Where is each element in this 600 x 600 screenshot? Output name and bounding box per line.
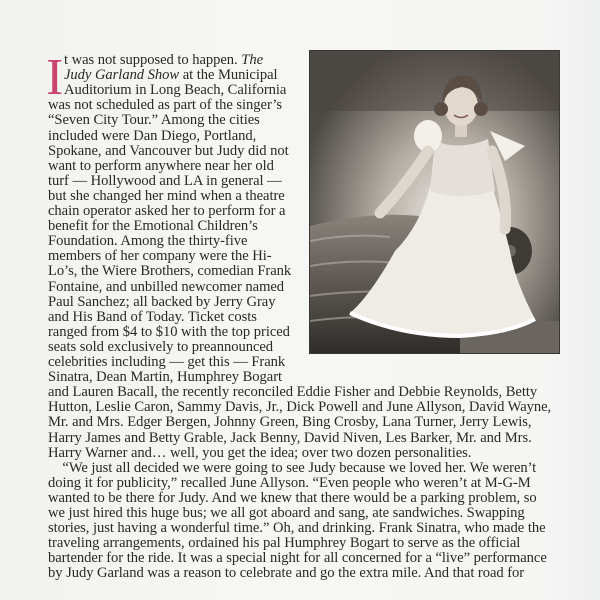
text-run: stories, just having a wonderful time.” Oh, and drinking. Frank Sinatra, who made the — [48, 520, 546, 537]
text-run: doing it for publicity,” recalled June Allyson. “Even people who weren’t at M-G-M — [48, 474, 531, 491]
text-run: Foundation. Among the thirty-five — [48, 233, 248, 250]
text-run: Spokane, and Vancouver but Judy did not — [48, 142, 289, 159]
text-line — [48, 204, 285, 219]
text-line — [48, 355, 285, 370]
text-run: members of her company were the Hi- — [48, 248, 272, 265]
text-line — [48, 264, 291, 279]
text-run: want to perform anywhere near her old — [48, 157, 274, 174]
text-run: turf — Hollywood and LA in general — — [48, 172, 282, 189]
text-line — [48, 295, 275, 310]
text-run: Mr. and Mrs. Edger Bergen, Johnny Green, Bing Crosby, Lana Turner, Jerry Lewis, — [48, 414, 532, 431]
text-line — [48, 446, 471, 461]
text-line — [64, 83, 286, 98]
text-run: we just hired this huge bus; we all got aboard and sang, ate sandwiches. Swapping — [48, 505, 525, 521]
text-line — [48, 98, 282, 113]
text-run: chain operator asked her to perform for a — [48, 203, 286, 219]
text-line — [64, 53, 263, 68]
text-line — [48, 310, 257, 325]
text-run: by Judy Garland was a reason to celebrate and go the extra mile. And that road for — [48, 565, 525, 582]
text-line — [48, 144, 289, 159]
text-run: t was not supposed to happen. — [64, 52, 242, 68]
text-line — [48, 189, 285, 204]
text-line — [48, 113, 260, 128]
text-line — [48, 129, 256, 144]
text-line — [48, 174, 282, 189]
text-line — [48, 536, 520, 551]
text-line — [48, 280, 284, 295]
text-line — [48, 325, 290, 340]
text-run: seats sold exclusively to preannounced — [48, 338, 274, 355]
text-line — [48, 159, 274, 174]
text-line — [48, 400, 551, 415]
text-run: Sinatra, Dean Martin, Humphrey Bogart — [48, 369, 283, 386]
text-line — [48, 461, 536, 476]
text-run: “We just all decided we were going to see Judy because we loved her. We weren’t — [48, 459, 537, 476]
text-line — [48, 491, 537, 506]
photo-icon — [310, 51, 559, 353]
text-run: Auditorium in Long Beach, California — [64, 82, 287, 99]
text-line — [48, 385, 537, 400]
text-run: but she changed her mind when a theatre — [48, 187, 285, 204]
text-run: benefit for the Emotional Children’s — [48, 218, 258, 235]
text-line — [48, 476, 531, 491]
judy-garland-photo — [310, 51, 559, 353]
text-run: included were Dan Diego, Portland, — [48, 127, 257, 144]
text-run: Harry James and Betty Grable, Jack Benny, David Niven, Les Barker, Mr. and Mrs. — [48, 429, 532, 446]
text-run: traveling arrangements, ordained his pal Humphrey Bogart to serve as the official — [48, 535, 521, 552]
text-run: “Seven City Tour.” Among the cities — [48, 112, 260, 129]
text-line — [48, 340, 273, 355]
text-line — [48, 566, 524, 581]
text-run: celebrities including — get this — Frank — [48, 354, 286, 370]
text-line — [48, 219, 258, 234]
text-run: bartender for the ride. It was a special night for all concerned for a “live” performance — [48, 550, 547, 567]
text-line — [48, 551, 547, 566]
text-run: ranged from $4 to $10 with the top priced — [48, 323, 290, 340]
text-line — [48, 234, 247, 249]
text-run: wanted to be there for Judy. And we knew that there would be a parking problem, so — [48, 489, 537, 506]
text-line — [64, 68, 278, 83]
text-line — [48, 370, 282, 385]
text-line — [48, 521, 546, 536]
text-run: and Lauren Bacall, the recently reconciled Eddie Fisher and Debbie Reynolds, Betty — [48, 384, 538, 401]
text-line — [48, 249, 272, 264]
text-run: and His Band of Today. Ticket costs — [48, 308, 257, 325]
text-run: Paul Sanchez; all backed by Jerry Gray — [48, 293, 276, 310]
text-run: at the Municipal — [179, 67, 278, 84]
italic-title: The — [241, 52, 264, 68]
text-run: Lo’s, the Wiere Brothers, comedian Frank — [48, 263, 292, 280]
drop-cap: I — [46, 49, 64, 106]
text-run: was not scheduled as part of the singer’s — [48, 97, 282, 114]
text-run: Fontaine, and unbilled newcomer named — [48, 278, 285, 295]
text-line — [48, 506, 525, 521]
text-run: Harry Warner and… well, you get the idea; over two dozen personalities. — [48, 444, 472, 461]
text-line — [48, 431, 532, 446]
text-line — [48, 415, 531, 430]
italic-title: Judy Garland Show — [64, 67, 180, 84]
text-run: Hutton, Leslie Caron, Sammy Davis, Jr., Dick Powell and June Allyson, David Wayne, — [48, 399, 552, 416]
